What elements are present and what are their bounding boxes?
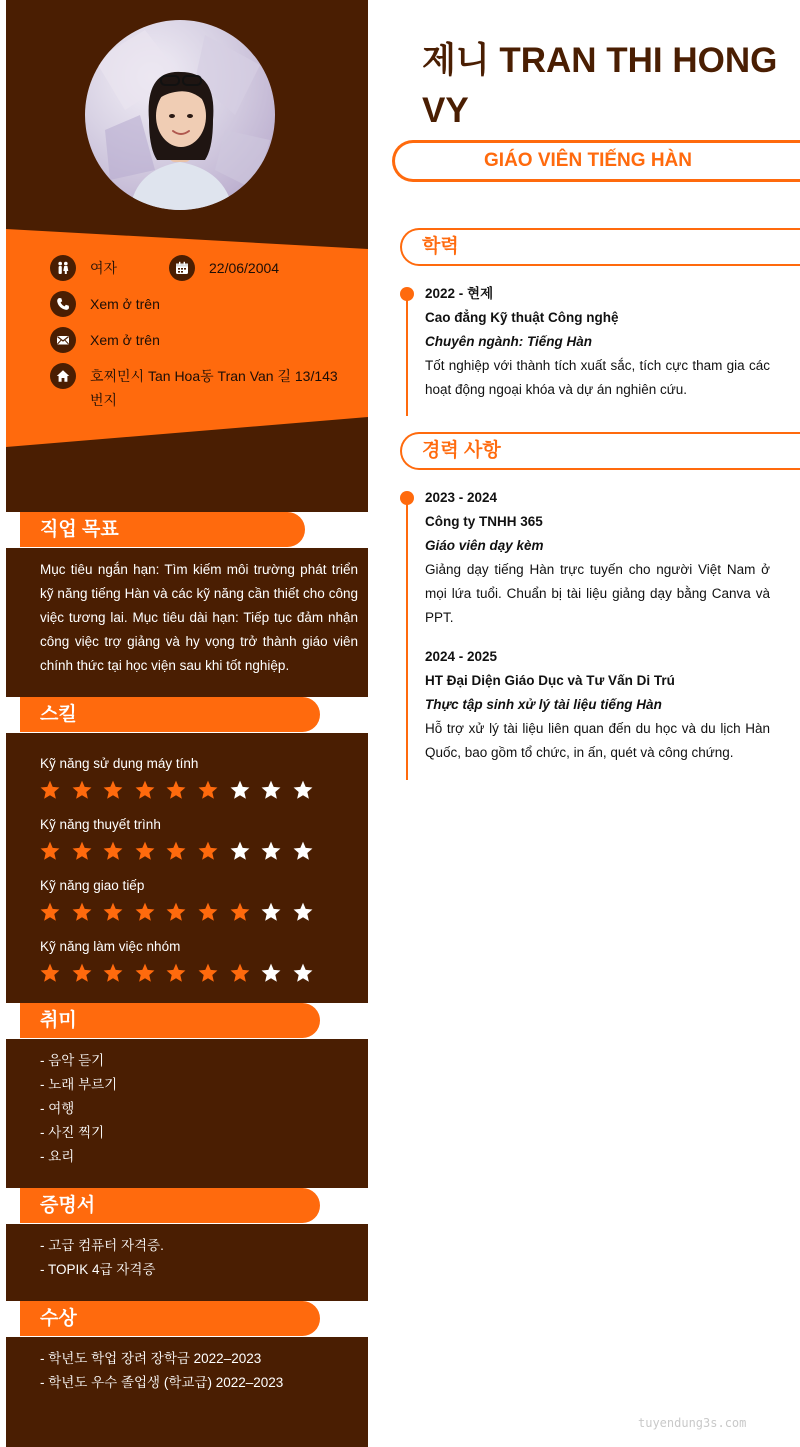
- calendar-icon: [169, 255, 195, 281]
- star-empty-icon: [292, 840, 314, 862]
- candidate-name: 제니 TRAN THI HONG VY: [422, 41, 778, 130]
- star-filled-icon: [71, 901, 93, 923]
- skill-name: Kỹ năng thuyết trình: [40, 817, 161, 832]
- gender-value: 여자: [90, 260, 118, 276]
- education-heading: 학력: [400, 228, 800, 266]
- star-filled-icon: [165, 962, 187, 984]
- hobby-item: - 음악 듣기: [40, 1053, 105, 1068]
- star-filled-icon: [102, 779, 124, 801]
- star-filled-icon: [229, 901, 251, 923]
- star-filled-icon: [197, 901, 219, 923]
- experience-heading: 경력 사항: [400, 432, 800, 470]
- star-filled-icon: [39, 779, 61, 801]
- phone-row: [50, 292, 160, 317]
- star-empty-icon: [260, 901, 282, 923]
- star-filled-icon: [71, 840, 93, 862]
- star-empty-icon: [260, 962, 282, 984]
- entry-description: Giảng dạy tiếng Hàn trực tuyến cho người Việt Nam ở mọi lứa tuổi. Chuẩn bị tài liệu giảng dạy bằng Canva và PPT.: [425, 562, 770, 625]
- entry-role: Chuyên ngành: Tiếng Hàn: [425, 334, 593, 349]
- hobby-item: - 노래 부르기: [40, 1077, 118, 1092]
- birthday-value: 22/06/2004: [209, 260, 280, 276]
- hobby-item: - 요리: [40, 1149, 75, 1164]
- star-filled-icon: [102, 901, 124, 923]
- profile-photo: [85, 20, 275, 210]
- star-filled-icon: [165, 840, 187, 862]
- experience-entry: [425, 645, 770, 765]
- job-title: GIÁO VIÊN TIẾNG HÀN: [484, 150, 692, 171]
- awards-heading: 수상: [20, 1301, 320, 1336]
- star-filled-icon: [39, 840, 61, 862]
- entry-organization: Cao đẳng Kỹ thuật Công nghệ: [425, 310, 619, 325]
- watermark: tuyendung3s.com: [638, 1416, 747, 1430]
- star-empty-icon: [260, 840, 282, 862]
- home-icon: [50, 363, 76, 389]
- entry-date: 2024 - 2025: [425, 649, 498, 664]
- star-filled-icon: [39, 962, 61, 984]
- skill-name: Kỹ năng sử dụng máy tính: [40, 756, 199, 771]
- star-filled-icon: [165, 779, 187, 801]
- star-filled-icon: [197, 962, 219, 984]
- entry-date: 2022 - 현제: [425, 286, 494, 301]
- star-filled-icon: [71, 962, 93, 984]
- awards-list: [40, 1347, 358, 1395]
- entry-role: Giáo viên dạy kèm: [425, 538, 544, 553]
- skill-rating: [39, 779, 323, 801]
- entry-date: 2023 - 2024: [425, 490, 498, 505]
- star-empty-icon: [229, 840, 251, 862]
- skill-name: Kỹ năng giao tiếp: [40, 878, 145, 893]
- star-filled-icon: [229, 962, 251, 984]
- experience-entry: [425, 486, 770, 630]
- objective-text: Mục tiêu ngắn hạn: Tìm kiếm môi trường phát triển kỹ năng tiếng Hàn và các kỹ năng cần thiết cho công việc tương lai. Mục tiêu dài hạn: Tiếp tục đảm nhận công việc trợ giảng và hy vọng trở thành giáo viên chính thức tại học viện sau khi tốt nghiệp.: [40, 562, 358, 673]
- star-filled-icon: [71, 779, 93, 801]
- skill-name: Kỹ năng làm việc nhóm: [40, 939, 181, 954]
- hobby-item: - 여행: [40, 1101, 75, 1116]
- star-filled-icon: [165, 901, 187, 923]
- certificates-list: [40, 1234, 358, 1282]
- skill-rating: [39, 840, 323, 862]
- star-filled-icon: [134, 901, 156, 923]
- address-row: [50, 364, 350, 412]
- gender-row: [50, 256, 117, 281]
- education-timeline-dot: [400, 287, 414, 301]
- star-empty-icon: [292, 962, 314, 984]
- left-sidebar: [6, 0, 368, 1447]
- objective-heading: 직업 목표: [20, 512, 305, 547]
- phone-icon: [50, 291, 76, 317]
- experience-timeline-dot: [400, 491, 414, 505]
- certificate-item: - TOPIK 4급 자격증: [40, 1262, 156, 1277]
- gender-icon: [50, 255, 76, 281]
- star-filled-icon: [39, 901, 61, 923]
- education-timeline: [406, 288, 408, 416]
- star-empty-icon: [229, 779, 251, 801]
- birthday-row: [169, 256, 279, 281]
- avatar: [85, 20, 275, 210]
- skills-heading: 스킬: [20, 697, 320, 732]
- address-value: 호찌민시 Tan Hoa동 Tran Van 길 13/143 번지: [90, 368, 338, 408]
- award-item: - 학년도 학업 장려 장학금 2022–2023: [40, 1351, 262, 1366]
- entry-description: Tốt nghiệp với thành tích xuất sắc, tích cực tham gia các hoạt động ngoại khóa và dự án nghiên cứu.: [425, 358, 770, 397]
- hobbies-heading: 취미: [20, 1003, 320, 1038]
- entry-organization: Công ty TNHH 365: [425, 514, 543, 529]
- email-value: Xem ở trên: [90, 332, 160, 348]
- experience-timeline: [406, 492, 408, 780]
- star-filled-icon: [134, 779, 156, 801]
- envelope-icon: [50, 327, 76, 353]
- star-filled-icon: [134, 840, 156, 862]
- education-entry: [425, 282, 770, 402]
- star-filled-icon: [197, 779, 219, 801]
- star-empty-icon: [292, 901, 314, 923]
- certificates-heading: 증명서: [20, 1188, 320, 1223]
- skill-rating: [39, 901, 323, 923]
- entry-description: Hỗ trợ xử lý tài liệu liên quan đến du học và du lịch Hàn Quốc, bao gồm tổ chức, in ấn, quét và công chứng.: [425, 721, 770, 760]
- award-item: - 학년도 우수 졸업생 (학교급) 2022–2023: [40, 1375, 284, 1390]
- phone-value: Xem ở trên: [90, 296, 160, 312]
- star-empty-icon: [292, 779, 314, 801]
- skill-rating: [39, 962, 323, 984]
- entry-organization: HT Đại Diện Giáo Dục và Tư Vấn Di Trú: [425, 673, 675, 688]
- email-row: [50, 328, 160, 353]
- star-filled-icon: [197, 840, 219, 862]
- hobby-item: - 사진 찍기: [40, 1125, 105, 1140]
- star-filled-icon: [102, 840, 124, 862]
- hobbies-list: [40, 1049, 358, 1169]
- star-filled-icon: [102, 962, 124, 984]
- star-empty-icon: [260, 779, 282, 801]
- entry-role: Thực tập sinh xử lý tài liệu tiếng Hàn: [425, 697, 662, 712]
- certificate-item: - 고급 컴퓨터 자격증.: [40, 1238, 164, 1253]
- star-filled-icon: [134, 962, 156, 984]
